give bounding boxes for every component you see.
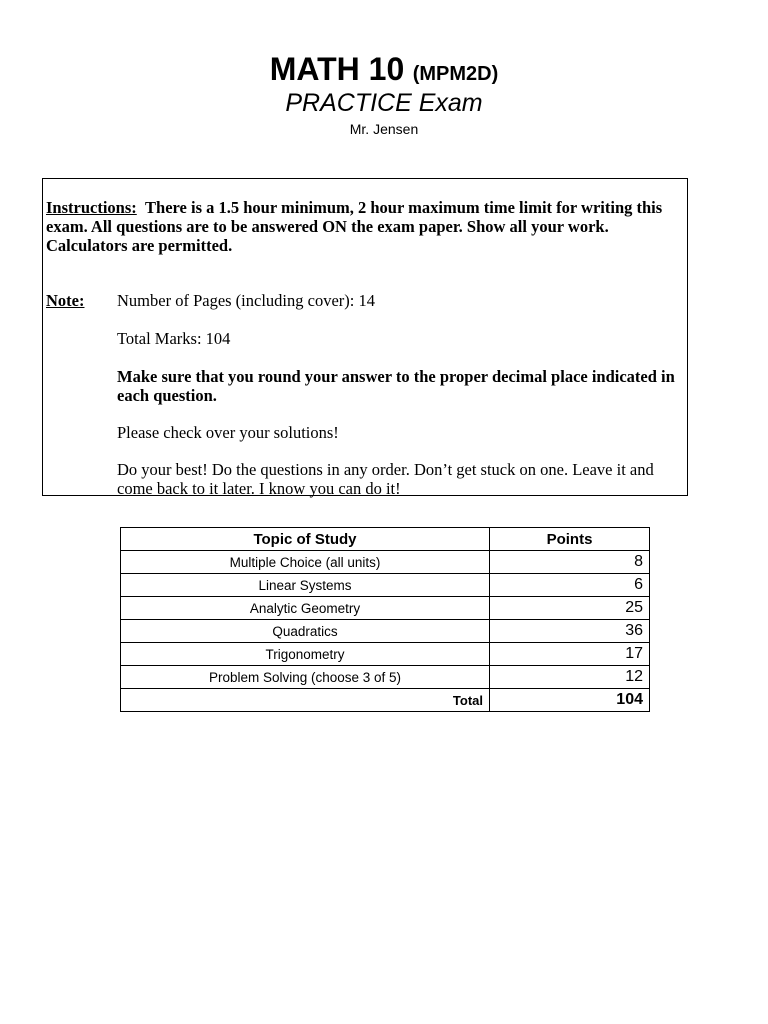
- instructions-label: Instructions:: [46, 198, 137, 217]
- course-code: (MPM2D): [412, 63, 499, 85]
- exam-subtitle: PRACTICE Exam: [285, 89, 483, 117]
- total-label: Total: [121, 689, 490, 712]
- table-row: [121, 551, 650, 574]
- topic-cell: Linear Systems: [121, 574, 490, 597]
- points-cell: 17: [490, 643, 650, 666]
- encouragement-note: Do your best! Do the questions in any order. Don’t get stuck on one. Leave it and come back to it later. I know you can do it!: [117, 460, 654, 498]
- topic-cell: Problem Solving (choose 3 of 5): [121, 666, 490, 689]
- exam-author: Mr. Jensen: [349, 121, 419, 137]
- total-value: 104: [490, 689, 650, 712]
- instructions-paragraph: [46, 198, 683, 255]
- instructions-text: There is a 1.5 hour minimum, 2 hour maximum time limit for writing this exam. All questions are to be answered ON the exam paper. Show all your work. Calculators are permitted.: [46, 198, 663, 255]
- topic-column-header: Topic of Study: [121, 528, 490, 551]
- points-column-header: Points: [490, 528, 650, 551]
- check-note: Please check over your solutions!: [117, 423, 339, 442]
- table-row: [121, 666, 650, 689]
- points-cell: 8: [490, 551, 650, 574]
- points-cell: 36: [490, 620, 650, 643]
- topic-cell: Quadratics: [121, 620, 490, 643]
- title-line: [0, 48, 768, 90]
- topic-cell: Trigonometry: [121, 643, 490, 666]
- rounding-note: Make sure that you round your answer to the proper decimal place indicated in each question.: [117, 367, 675, 405]
- total-row: [121, 689, 650, 712]
- total-marks-note: Total Marks: 104: [117, 329, 231, 348]
- note-label: Note:: [46, 291, 85, 310]
- page-count-note: Number of Pages (including cover): 14: [117, 291, 375, 310]
- points-table: [120, 527, 650, 712]
- exam-title: MATH 10: [269, 51, 405, 87]
- points-cell: 12: [490, 666, 650, 689]
- topic-cell: Multiple Choice (all units): [121, 551, 490, 574]
- table-row: [121, 620, 650, 643]
- exam-header: [0, 48, 768, 138]
- points-cell: 6: [490, 574, 650, 597]
- table-row: [121, 574, 650, 597]
- points-cell: 25: [490, 597, 650, 620]
- table-row: [121, 597, 650, 620]
- table-row: [121, 643, 650, 666]
- topic-cell: Analytic Geometry: [121, 597, 490, 620]
- instructions-box: [42, 178, 688, 496]
- table-header-row: [121, 528, 650, 551]
